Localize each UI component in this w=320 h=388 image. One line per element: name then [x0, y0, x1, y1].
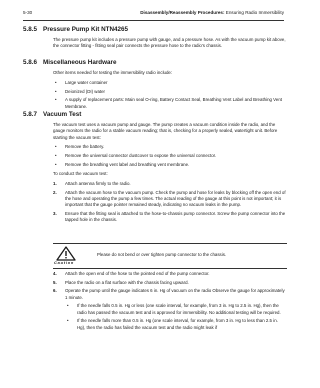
section-heading-5-8-6 — [23, 59, 117, 66]
step-text: Ensure that the fitting seal is attached to the hose-to-chassis pump connector. Screw the pump connector into the tapped hole in the chassis. — [65, 211, 286, 223]
step-text: Attach antenna firmly to the radio. — [65, 181, 131, 187]
section-body-5-8-6 — [53, 70, 287, 112]
section-body-5-8-7 — [53, 122, 287, 226]
list-item: • A supply of replacement parts: Main seal O-ring, Battery Contact Seal, Breathing Vent Label and Breathing Vent Membrane. — [53, 97, 287, 110]
caution-label: Caution — [54, 260, 75, 265]
running-title — [140, 10, 284, 15]
section-number: 5.8.7 — [23, 111, 38, 118]
header-rule — [23, 20, 284, 21]
page-number: 5-30 — [23, 10, 33, 15]
section-title: Miscellaneous Hardware — [43, 59, 117, 66]
step-item — [53, 181, 287, 187]
bullet-list — [53, 80, 287, 110]
step-text: Attach the open end of the hose to the pointed end of the pump connector. — [65, 271, 210, 276]
step-list — [53, 181, 287, 224]
section-heading-5-8-5 — [23, 26, 128, 33]
step-number: 6. — [53, 288, 57, 294]
step-number: 4. — [53, 271, 57, 276]
section-number: 5.8.6 — [23, 59, 38, 66]
caution-box — [53, 243, 287, 269]
list-item: • Remove the breathing vent label and breathing vent membrane. — [53, 162, 287, 168]
section-title: Vacuum Test — [43, 111, 82, 118]
list-item: • Remove the battery. — [53, 144, 287, 150]
list-item: • If the needle falls more than 0.5 in. Hg (one scale interval, for example, from 3 in. Hg to less than 2.5 in. Hg), then the radio has failed the vacuum test and the radio might leak if — [65, 318, 287, 331]
step-item — [53, 288, 287, 331]
step-number: 1. — [53, 181, 57, 187]
bullet-list — [53, 144, 287, 168]
section-body-5-8-7-continued — [53, 271, 287, 333]
paragraph: The pressure pump kit includes a pressure pump with gauge, and a pressure hose. As with the vacuum pump kit above, the connector fitting - fitting seal pair connects the pressure hose to the radio's chassis. — [53, 37, 286, 49]
step-item — [53, 190, 287, 209]
list-item: • Large water container — [53, 80, 287, 86]
list-item: • Deionized (DI) water — [53, 89, 287, 95]
step-list — [53, 271, 287, 331]
section-body-5-8-5 — [53, 37, 287, 53]
paragraph: Other items needed for testing the immersibility radio include: — [53, 70, 173, 75]
section-title: Pressure Pump Kit NTN4265 — [43, 26, 129, 33]
bullet-list — [65, 303, 287, 331]
step-item — [53, 280, 287, 286]
step-number: 5. — [53, 279, 57, 285]
chapter-title: Disassembly/Reassembly Procedures: — [140, 10, 225, 15]
step-text: Operate the pump until the gauge indicates 6 in. Hg of vacuum on the radio Observe the gauge for approximately 1 minute. — [65, 288, 285, 300]
step-number: 2. — [53, 189, 57, 195]
paragraph: To conduct the vacuum test: — [53, 171, 108, 177]
list-item: • If the needle falls 0.5 in. Hg or less (one scale interval, for example, from 3 in. Hg to 2.5 in. Hg), then the radio has passed the vacuum test and is approved for immersibility. No additional testing will be required. — [65, 303, 287, 316]
page-header — [23, 10, 284, 19]
step-item — [53, 271, 287, 277]
paragraph: The vacuum test uses a vacuum pump and gauge. The pump creates a vacuum condition inside the radio, and the gauge monitors the radio for a stable vacuum reading; that is, checking for a properly sealed, watertight unit. Before starting the vacuum test: — [53, 122, 278, 140]
caution-text: Please do not bend or over tighten pump connector to the chassis. — [97, 252, 227, 257]
step-number: 3. — [53, 211, 57, 217]
step-text: Attach the vacuum hose to the vacuum pump. Check the pump and hose for leaks by blocking off the open end of the hose and operating the pump a few times. The actual reading of the gauge at this point is not important; it is important that the gauge pointer remained steady, indicating no vacuum leaks in the pump. — [65, 189, 286, 208]
step-text: Place the radio on a flat surface with the chassis facing upward. — [65, 279, 189, 285]
section-heading-5-8-7 — [23, 111, 81, 118]
section-number: 5.8.5 — [23, 26, 38, 33]
section-title: Ensuring Radio Immersibility — [225, 10, 284, 15]
list-item: • Remove the universal connector dustcover to expose the universal connector. — [53, 153, 287, 159]
step-item — [53, 211, 287, 224]
